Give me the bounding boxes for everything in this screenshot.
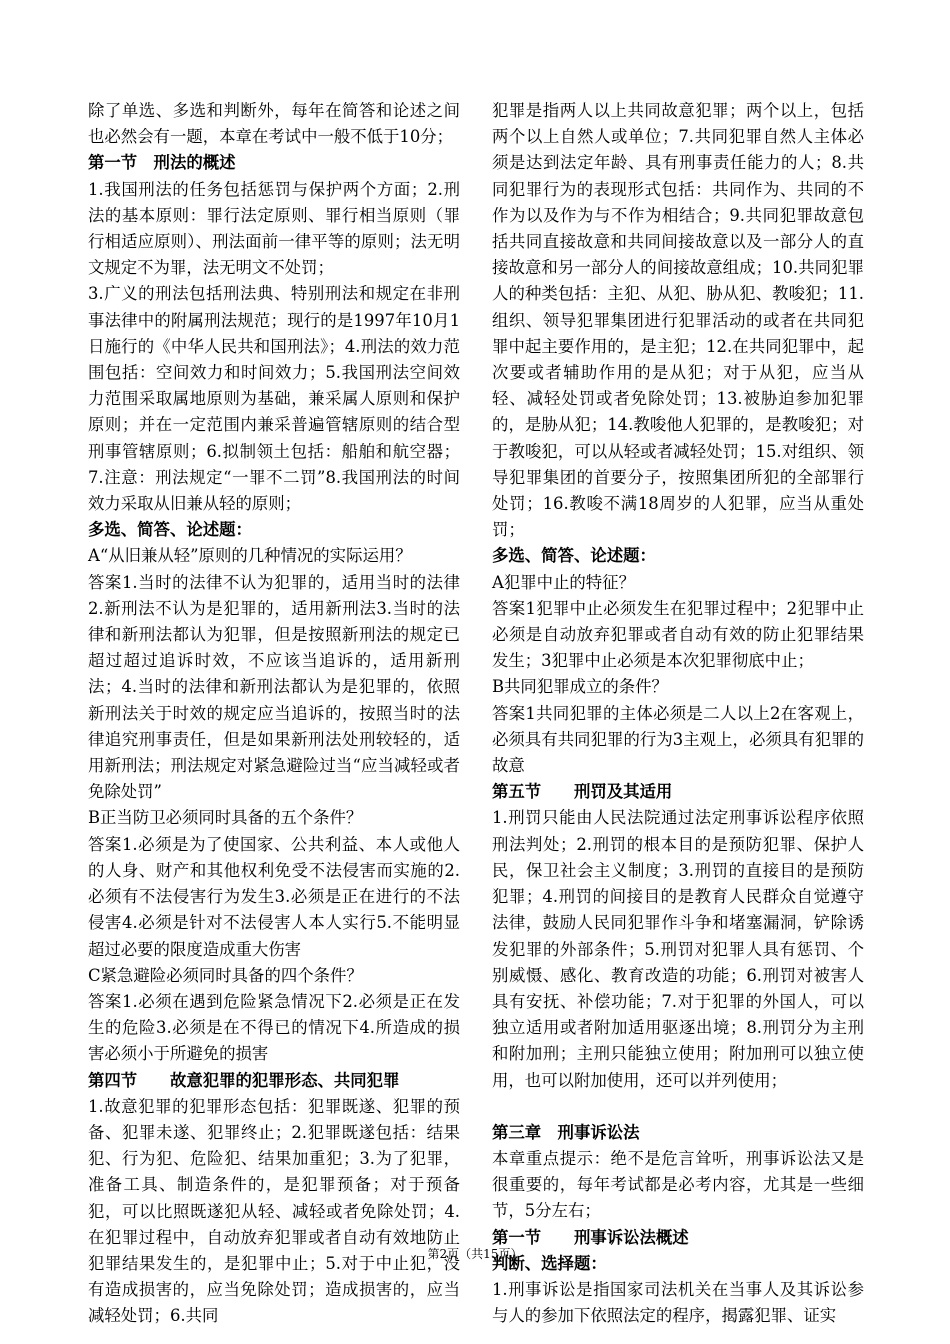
- left-column-paragraph: B正当防卫必须同时具备的五个条件？: [88, 808, 363, 828]
- page-footer: 第2页（共15页）: [427, 1247, 523, 1261]
- left-column-heading: 第一节 刑法的概述: [88, 153, 236, 173]
- right-column-heading: 多选、简答、论述题：: [492, 546, 656, 566]
- right-column-heading: 判断、选择题：: [492, 1253, 607, 1273]
- right-column-paragraph: 1.刑事诉讼是指国家司法机关在当事人及其诉讼参与人的参加下依照法定的程序，揭露犯罪、证实: [492, 1279, 864, 1326]
- right-column-paragraph: A犯罪中止的特征？: [492, 572, 635, 592]
- left-column-paragraph: 1.故意犯罪的犯罪形态包括：犯罪既遂、犯罪的预备、犯罪未遂、犯罪终止；2.犯罪既遂包括：结果犯、行为犯、危险犯、结果加重犯；3.为了犯罪，准备工具、制造条件的，是犯罪预备；对于预备犯，可以比照既遂犯从轻、减轻或者免除处罚；4.在犯罪过程中，自动放弃犯罪或者自动有效地防止犯罪结果发生的，是犯罪中止；5.对于中止犯，没有造成损害的，应当免除处罚；造成损害的，应当减轻处罚；6.共同: [88, 1096, 460, 1326]
- right-column: [492, 98, 864, 1329]
- right-column-paragraph: 答案1共同犯罪的主体必须是二人以上2在客观上，必须具有共同犯罪的行为3主观上，必须具有犯罪的故意: [492, 703, 864, 776]
- right-column-spacer: [492, 1094, 864, 1120]
- right-column-paragraph: 答案1犯罪中止必须发生在犯罪过程中；2犯罪中止必须是自动放弃犯罪或者自动有效的防止犯罪结果发生；3犯罪中止必须是本次犯罪彻底中止；: [492, 598, 864, 671]
- right-column-heading: 第一节 刑事诉讼法概述: [492, 1227, 689, 1247]
- left-column-paragraph: 除了单选、多选和判断外，每年在简答和论述之间也必然会有一题，本章在考试中一般不低于10分；: [88, 101, 460, 147]
- left-column-paragraph: 答案1.必须是为了使国家、公共利益、本人或他人的人身、财产和其他权利免受不法侵害而实施的2.必须有不法侵害行为发生3.必须是正在进行的不法侵害4.必须是针对不法侵害人本人实行5.不能明显超过必要的限度造成重大伤害: [88, 834, 460, 959]
- right-column-paragraph: 本章重点提示：绝不是危言耸听，刑事诉讼法又是很重要的，每年考试都是必考内容，尤其是一些细节，5分左右；: [492, 1148, 864, 1221]
- right-column-paragraph: 1.刑罚只能由人民法院通过法定刑事诉讼程序依照刑法判处；2.刑罚的根本目的是预防犯罪、保护人民，保卫社会主义制度；3.刑罚的直接目的是预防犯罪；4.刑罚的间接目的是教育人民群众自觉遵守法律，鼓励人民同犯罪作斗争和堵塞漏洞，铲除诱发犯罪的外部条件；5.刑罚对犯罪人具有惩罚、个别威慑、感化、教育改造的功能；6.刑罚对被害人具有安抚、补偿功能；7.对于犯罪的外国人，可以独立适用或者附加适用驱逐出境；8.刑罚分为主刑和附加刑；主刑只能独立使用；附加刑可以独立使用，也可以附加使用，还可以并列使用；: [492, 808, 864, 1090]
- right-column-heading: 第三章 刑事诉讼法: [492, 1122, 640, 1142]
- left-column-paragraph: 答案1.必须在遇到危险紧急情况下2.必须是正在发生的危险3.必须是在不得已的情况下4.所造成的损害必须小于所避免的损害: [88, 991, 460, 1064]
- left-column-heading: 多选、简答、论述题：: [88, 520, 252, 540]
- left-column: [88, 98, 460, 1330]
- left-column-paragraph: A“从旧兼从轻”原则的几种情况的实际运用？: [88, 546, 412, 566]
- left-column-paragraph: 1.我国刑法的任务包括惩罚与保护两个方面；2.刑法的基本原则：罪行法定原则、罪行相当原则（罪行相适应原则）、刑法面前一律平等的原则；法无明文规定不为罪，法无明文不处罚；: [88, 179, 460, 278]
- right-column-paragraph: 犯罪是指两人以上共同故意犯罪；两个以上，包括两个以上自然人或单位；7.共同犯罪自然人主体必须是达到法定年龄、具有刑事责任能力的人；8.共同犯罪行为的表现形式包括：共同作为、共同的不作为以及作为与不作为相结合；9.共同犯罪故意包括共同直接故意和共同间接故意以及一部分人的直接故意和另一部分人的间接故意组成；10.共同犯罪人的种类包括：主犯、从犯、胁从犯、教唆犯；11.组织、领导犯罪集团进行犯罪活动的或者在共同犯罪中起主要作用的，是主犯；12.在共同犯罪中，起次要或者辅助作用的是从犯；对于从犯，应当从轻、减轻处罚或者免除处罚；13.被胁迫参加犯罪的，是胁从犯；14.教唆他人犯罪的，是教唆犯；对于教唆犯，可以从轻或者减轻处罚；15.对组织、领导犯罪集团的首要分子，按照集团所犯的全部罪行处罚；16.教唆不满18周岁的人犯罪，应当从重处罚；: [492, 101, 864, 540]
- left-column-paragraph: 3.广义的刑法包括刑法典、特别刑法和规定在非刑事法律中的附属刑法规范；现行的是1997年10月1日施行的《中华人民共和国刑法》；4.刑法的效力范围包括：空间效力和时间效力；5.我国刑法空间效力范围采取属地原则为基础，兼采属人原则和保护原则；并在一定范围内兼采普遍管辖原则的结合型刑事管辖原则；6.拟制领土包括：船舶和航空器；7.注意：刑法规定“一罪不二罚”8.我国刑法的时间效力采取从旧兼从轻的原则；: [88, 284, 460, 514]
- left-column-heading: 第四节 故意犯罪的犯罪形态、共同犯罪: [88, 1070, 400, 1090]
- left-column-paragraph: C紧急避险必须同时具备的四个条件？: [88, 965, 363, 985]
- right-column-paragraph: B共同犯罪成立的条件？: [492, 677, 668, 697]
- left-column-paragraph: 答案1.当时的法律不认为犯罪的，适用当时的法律2.新刑法不认为是犯罪的，适用新刑法3.当时的法律和新刑法都认为犯罪，但是按照新刑法的规定已超过超过追诉时效，不应该当追诉的，适用新刑法；4.当时的法律和新刑法都认为是犯罪的，依照新刑法关于时效的规定应当追诉的，按照当时的法律追究刑事责任，但是如果新刑法处刑较轻的，适用新刑法；刑法规定对紧急避险过当“应当减轻或者免除处罚”: [88, 572, 460, 802]
- right-column-heading: 第五节 刑罚及其适用: [492, 782, 673, 802]
